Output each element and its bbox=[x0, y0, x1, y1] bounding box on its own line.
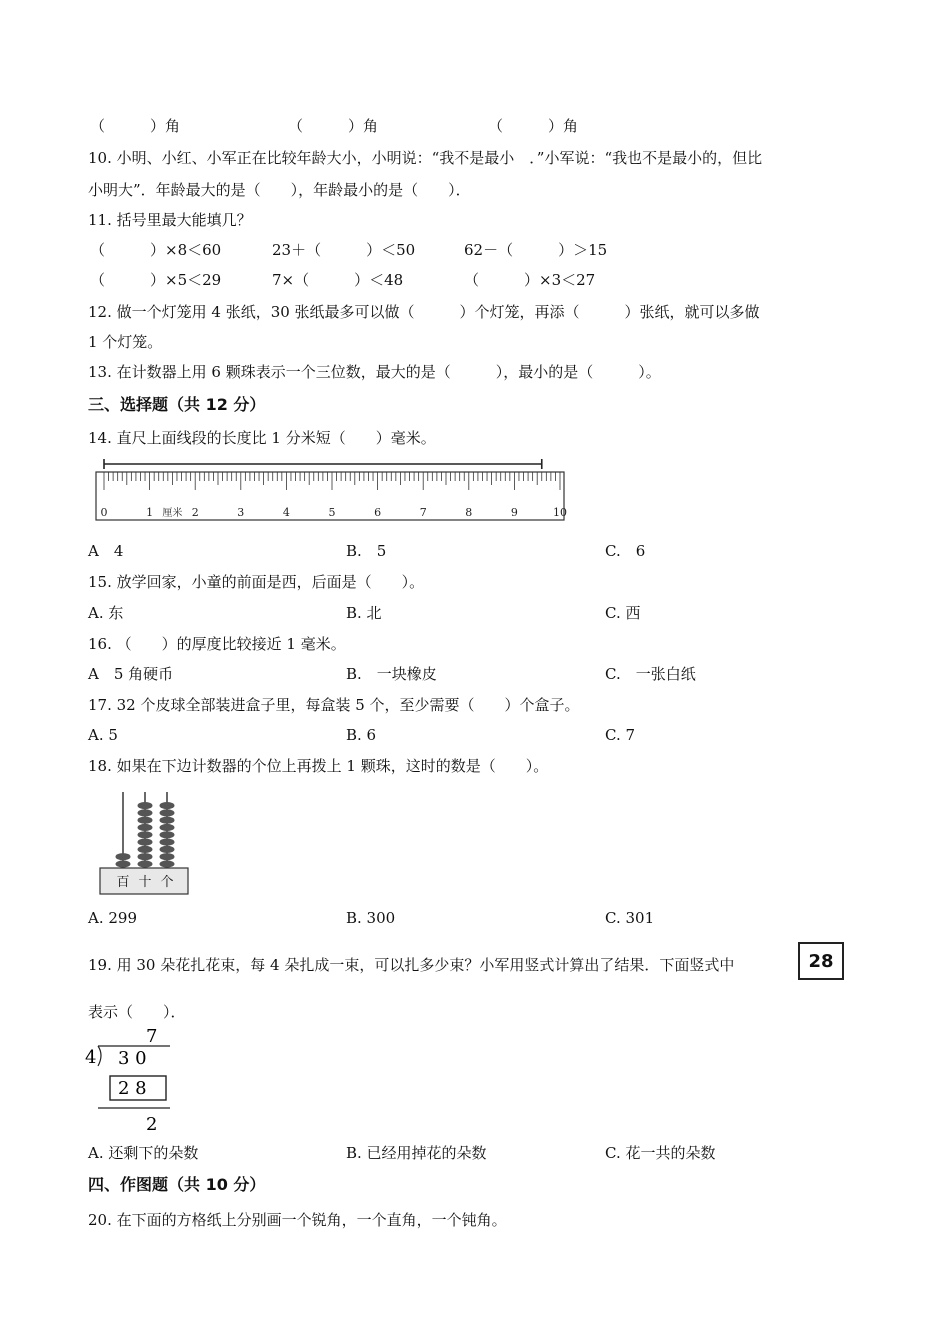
ruler-figure bbox=[92, 456, 572, 526]
q19-option-a[interactable]: A. 还剩下的朵数 bbox=[88, 1144, 199, 1162]
q14-stem: 14. 直尺上面线段的长度比 1 分米短（ ）毫米。 bbox=[88, 429, 436, 447]
ruler-label-1: 1 bbox=[146, 506, 154, 519]
q17-option-c[interactable]: C. 7 bbox=[605, 726, 636, 744]
angle-blank-3[interactable]: （ ）角 bbox=[488, 117, 579, 135]
q11-stem: 11. 括号里最大能填几？ bbox=[88, 211, 252, 229]
q16-option-b[interactable]: B. 一块橡皮 bbox=[346, 665, 437, 683]
abacus-bead bbox=[138, 846, 153, 853]
abacus-bead bbox=[138, 839, 153, 846]
abacus-bead bbox=[138, 809, 153, 816]
abacus-bead bbox=[138, 817, 153, 824]
abacus-bead bbox=[138, 824, 153, 831]
abacus-label-十: 十 bbox=[138, 875, 152, 890]
q11-r2c1[interactable]: （ ）×5＜29 bbox=[90, 271, 222, 289]
abacus-label-百: 百 bbox=[116, 875, 130, 890]
q20-stem: 20. 在下面的方格纸上分别画一个锐角，一个直角，一个钝角。 bbox=[88, 1211, 507, 1229]
q12-line1: 12. 做一个灯笼用 4 张纸，30 张纸最多可以做（ ）个灯笼，再添（ ）张纸，就可以多做 bbox=[88, 303, 760, 321]
section-3-heading: 三、选择题（共 12 分） bbox=[88, 395, 266, 414]
q19-boxed-number bbox=[798, 942, 844, 980]
ruler-unit-label: 厘米 bbox=[162, 508, 183, 519]
abacus-bead bbox=[116, 860, 131, 867]
ruler-label-0: 0 bbox=[100, 506, 108, 519]
abacus-bead bbox=[160, 809, 175, 816]
q17-option-b[interactable]: B. 6 bbox=[346, 726, 377, 744]
section-4-heading: 四、作图题（共 10 分） bbox=[88, 1175, 266, 1194]
ruler-label-9: 9 bbox=[510, 506, 518, 519]
q19-boxed-value: 28 bbox=[808, 950, 834, 972]
q11-r1c1[interactable]: （ ）×8＜60 bbox=[90, 241, 222, 259]
q11-r1c3[interactable]: 62－（ ）＞15 bbox=[464, 241, 608, 259]
abacus-bead bbox=[116, 853, 131, 860]
ruler-label-6: 6 bbox=[374, 506, 382, 519]
abacus-bead bbox=[160, 846, 175, 853]
abacus-bead bbox=[160, 853, 175, 860]
q14-option-c[interactable]: C. 6 bbox=[605, 542, 646, 560]
q16-option-c[interactable]: C. 一张白纸 bbox=[605, 665, 696, 683]
q18-stem: 18. 如果在下边计数器的个位上再拨上 1 颗珠，这时的数是（ ）。 bbox=[88, 757, 549, 775]
abacus-bead bbox=[160, 860, 175, 867]
division-remainder: 2 bbox=[146, 1114, 158, 1135]
q15-option-b[interactable]: B. 北 bbox=[346, 604, 382, 622]
q17-stem: 17. 32 个皮球全部装进盒子里，每盒装 5 个，至少需要（ ）个盒子。 bbox=[88, 696, 580, 714]
abacus-bead bbox=[138, 860, 153, 867]
division-dividend: 3 0 bbox=[118, 1048, 147, 1069]
ruler-label-10: 10 bbox=[553, 506, 567, 519]
ruler-label-3: 3 bbox=[237, 506, 245, 519]
long-division-figure bbox=[80, 1024, 180, 1136]
division-divisor: 4 bbox=[85, 1047, 97, 1068]
ruler-label-2: 2 bbox=[191, 506, 199, 519]
ruler-label-7: 7 bbox=[419, 506, 427, 519]
q18-option-a[interactable]: A. 299 bbox=[88, 909, 137, 927]
abacus-label-个: 个 bbox=[160, 875, 174, 890]
q16-stem: 16. （ ）的厚度比较接近 1 毫米。 bbox=[88, 635, 346, 653]
q13: 13. 在计数器上用 6 颗珠表示一个三位数，最大的是（ ），最小的是（ ）。 bbox=[88, 363, 661, 381]
q15-stem: 15. 放学回家，小童的前面是西，后面是（ ）。 bbox=[88, 573, 425, 591]
angle-blank-2[interactable]: （ ）角 bbox=[288, 117, 379, 135]
q10-line2: 小明大”．年龄最大的是（ ），年龄最小的是（ ）． bbox=[88, 181, 471, 199]
q19-stem2: 表示（ ）． bbox=[88, 1003, 186, 1021]
division-product: 2 8 bbox=[118, 1078, 147, 1099]
abacus-bead bbox=[138, 802, 153, 809]
ruler-label-8: 8 bbox=[465, 506, 473, 519]
q19-stem: 19. 用 30 朵花扎花束，每 4 朵扎成一束，可以扎多少束？小军用竖式计算出了结果．下面竖式中 bbox=[88, 956, 735, 974]
division-quotient: 7 bbox=[146, 1026, 158, 1047]
abacus-bead bbox=[138, 831, 153, 838]
q11-r1c2[interactable]: 23＋（ ）＜50 bbox=[272, 241, 416, 259]
ruler-label-5: 5 bbox=[328, 506, 336, 519]
q10-line1: 10. 小明、小红、小军正在比较年龄大小，小明说：“我不是最小 ．”小军说：“我也不是最小的，但比 bbox=[88, 149, 763, 167]
q15-option-a[interactable]: A. 东 bbox=[88, 604, 124, 622]
q18-option-c[interactable]: C. 301 bbox=[605, 909, 655, 927]
abacus-bead bbox=[160, 824, 175, 831]
ruler-label-4: 4 bbox=[282, 506, 290, 519]
q12-line2: 1 个灯笼。 bbox=[88, 333, 163, 351]
q11-r2c2[interactable]: 7×（ ）＜48 bbox=[272, 271, 404, 289]
q19-option-c[interactable]: C. 花一共的朵数 bbox=[605, 1144, 716, 1162]
q14-option-b[interactable]: B. 5 bbox=[346, 542, 387, 560]
q14-option-a[interactable]: A 4 bbox=[88, 542, 124, 560]
q11-r2c3[interactable]: （ ）×3＜27 bbox=[464, 271, 596, 289]
q19-option-b[interactable]: B. 已经用掉花的朵数 bbox=[346, 1144, 487, 1162]
abacus-bead bbox=[160, 839, 175, 846]
q18-option-b[interactable]: B. 300 bbox=[346, 909, 396, 927]
angle-blank-1[interactable]: （ ）角 bbox=[90, 117, 181, 135]
abacus-figure bbox=[96, 788, 192, 898]
abacus-bead bbox=[160, 802, 175, 809]
abacus-bead bbox=[138, 853, 153, 860]
q17-option-a[interactable]: A. 5 bbox=[88, 726, 118, 744]
q15-option-c[interactable]: C. 西 bbox=[605, 604, 641, 622]
abacus-bead bbox=[160, 831, 175, 838]
q16-option-a[interactable]: A 5 角硬币 bbox=[88, 665, 174, 683]
abacus-bead bbox=[160, 817, 175, 824]
